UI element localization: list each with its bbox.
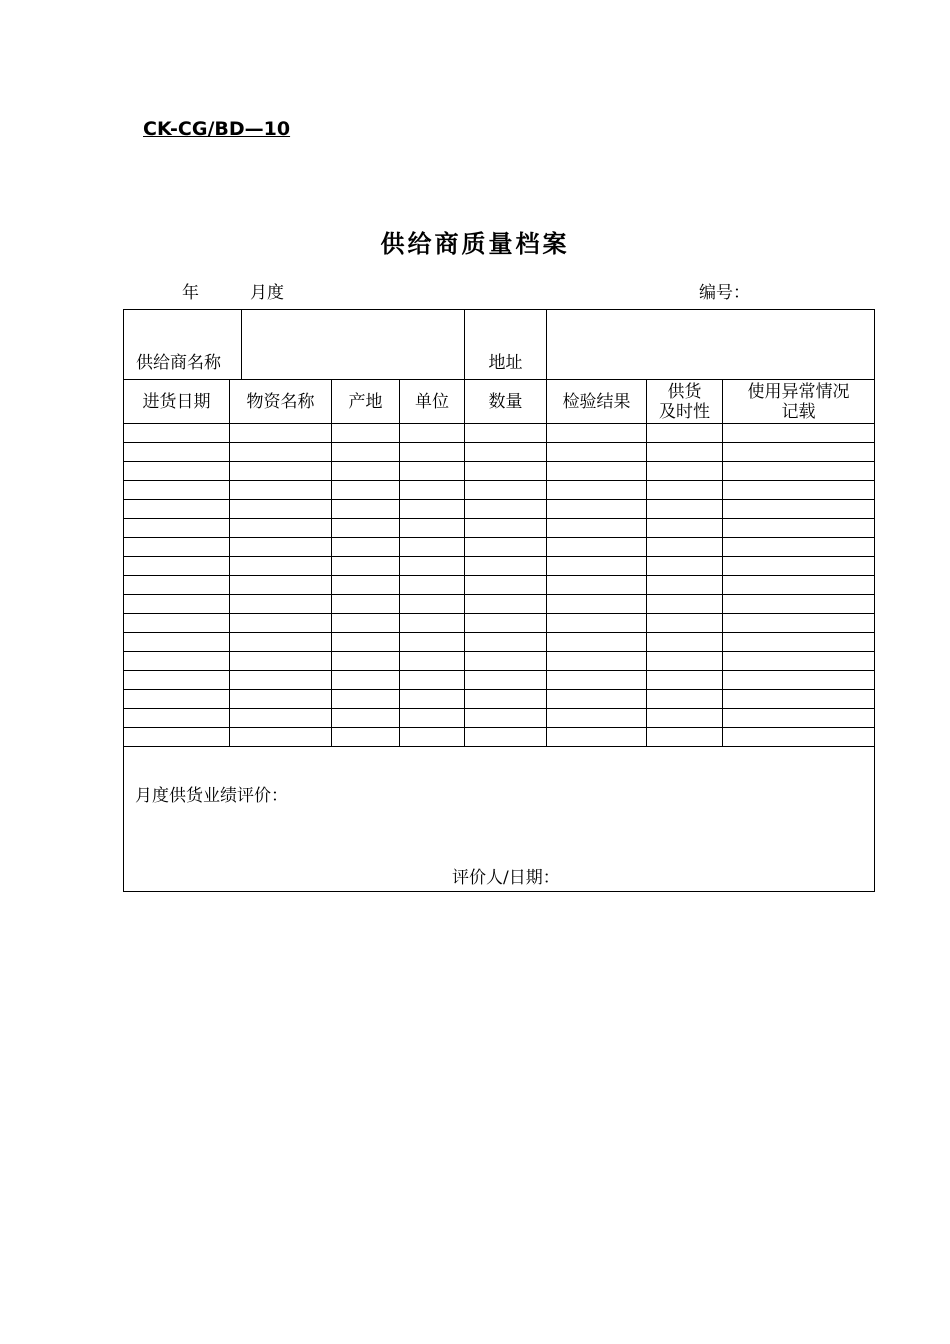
column-header-row — [124, 380, 875, 424]
table-cell[interactable] — [124, 595, 230, 614]
table-cell[interactable] — [124, 671, 230, 690]
table-cell[interactable] — [230, 595, 332, 614]
table-cell[interactable] — [547, 519, 647, 538]
table-cell[interactable] — [465, 671, 547, 690]
table-cell[interactable] — [332, 690, 400, 709]
table-cell[interactable] — [230, 633, 332, 652]
table-cell[interactable] — [400, 652, 465, 671]
table-cell[interactable] — [465, 595, 547, 614]
table-cell[interactable] — [723, 519, 875, 538]
evaluation-label: 月度供货业绩评价： — [135, 786, 288, 806]
table-cell[interactable] — [124, 538, 230, 557]
table-cell[interactable] — [400, 500, 465, 519]
column-header: 进货日期 — [124, 380, 230, 424]
table-cell[interactable] — [465, 728, 547, 747]
table-row — [124, 424, 875, 443]
table-cell[interactable] — [647, 462, 723, 481]
table-cell[interactable] — [723, 690, 875, 709]
table-cell[interactable] — [332, 462, 400, 481]
table-cell[interactable] — [547, 481, 647, 500]
table-cell[interactable] — [230, 462, 332, 481]
table-cell[interactable] — [465, 652, 547, 671]
table-cell[interactable] — [547, 538, 647, 557]
table-cell[interactable] — [547, 462, 647, 481]
table-cell[interactable] — [332, 576, 400, 595]
table-cell[interactable] — [332, 595, 400, 614]
table-cell[interactable] — [230, 576, 332, 595]
table-cell[interactable] — [465, 538, 547, 557]
table-cell[interactable] — [723, 538, 875, 557]
table-cell[interactable] — [230, 728, 332, 747]
table-cell[interactable] — [124, 652, 230, 671]
table-cell[interactable] — [547, 633, 647, 652]
table-cell[interactable] — [230, 614, 332, 633]
table-row — [124, 557, 875, 576]
table-cell[interactable] — [230, 519, 332, 538]
table-row — [124, 709, 875, 728]
table-cell[interactable] — [230, 557, 332, 576]
table-cell[interactable] — [647, 614, 723, 633]
table-row — [124, 595, 875, 614]
supplier-name-field[interactable] — [242, 310, 465, 380]
table-cell[interactable] — [332, 652, 400, 671]
table-row — [124, 500, 875, 519]
table-cell[interactable] — [547, 424, 647, 443]
table-cell[interactable] — [547, 443, 647, 462]
table-row — [124, 443, 875, 462]
table-cell[interactable] — [124, 462, 230, 481]
table-cell[interactable] — [332, 481, 400, 500]
table-cell[interactable] — [400, 728, 465, 747]
table-cell[interactable] — [400, 481, 465, 500]
column-header: 产地 — [332, 380, 400, 424]
table-cell[interactable] — [400, 576, 465, 595]
table-row — [124, 462, 875, 481]
table-cell[interactable] — [124, 519, 230, 538]
table-cell[interactable] — [723, 557, 875, 576]
table-cell[interactable] — [547, 595, 647, 614]
table-cell[interactable] — [332, 633, 400, 652]
table-cell[interactable] — [647, 690, 723, 709]
table-cell[interactable] — [332, 443, 400, 462]
table-cell[interactable] — [647, 652, 723, 671]
table-cell[interactable] — [647, 576, 723, 595]
table-cell[interactable] — [723, 443, 875, 462]
entry-rows — [124, 424, 875, 747]
column-header: 检验结果 — [547, 380, 647, 424]
table-cell[interactable] — [124, 614, 230, 633]
table-cell[interactable] — [400, 690, 465, 709]
table-cell[interactable] — [465, 633, 547, 652]
table-row — [124, 614, 875, 633]
document-code: CK-CG/BD—10 — [143, 118, 291, 140]
supplier-name-label: 供给商名称 — [124, 310, 242, 380]
table-cell[interactable] — [547, 728, 647, 747]
supplier-row — [124, 310, 875, 380]
table-cell[interactable] — [647, 424, 723, 443]
column-header: 数量 — [465, 380, 547, 424]
table-cell[interactable] — [547, 500, 647, 519]
table-cell[interactable] — [230, 481, 332, 500]
table-cell[interactable] — [723, 462, 875, 481]
column-header: 单位 — [400, 380, 465, 424]
table-cell[interactable] — [332, 500, 400, 519]
table-row — [124, 576, 875, 595]
table-cell[interactable] — [332, 614, 400, 633]
table-cell[interactable] — [332, 557, 400, 576]
table-cell[interactable] — [124, 728, 230, 747]
table-cell[interactable] — [547, 576, 647, 595]
column-header: 物资名称 — [230, 380, 332, 424]
table-cell[interactable] — [723, 728, 875, 747]
table-cell[interactable] — [230, 538, 332, 557]
table-cell[interactable] — [400, 519, 465, 538]
table-cell[interactable] — [400, 709, 465, 728]
table-cell[interactable] — [723, 595, 875, 614]
table-cell[interactable] — [332, 671, 400, 690]
table-cell[interactable] — [723, 652, 875, 671]
table-cell[interactable] — [124, 481, 230, 500]
evaluation-row — [124, 747, 875, 892]
table-cell[interactable] — [124, 576, 230, 595]
table-cell[interactable] — [647, 728, 723, 747]
table-cell[interactable] — [332, 728, 400, 747]
table-cell[interactable] — [647, 595, 723, 614]
supplier-quality-form — [123, 309, 875, 892]
table-cell[interactable] — [465, 614, 547, 633]
table-cell[interactable] — [400, 538, 465, 557]
table-cell[interactable] — [547, 690, 647, 709]
evaluator-date-label: 评价人/日期： — [452, 868, 560, 888]
table-cell[interactable] — [400, 671, 465, 690]
year-label: 年 — [182, 283, 199, 303]
table-cell[interactable] — [647, 557, 723, 576]
column-header: 供货 及时性 — [647, 380, 723, 424]
table-cell[interactable] — [124, 443, 230, 462]
table-cell[interactable] — [723, 576, 875, 595]
table-cell[interactable] — [465, 481, 547, 500]
table-cell[interactable] — [332, 538, 400, 557]
table-cell[interactable] — [465, 519, 547, 538]
table-cell[interactable] — [230, 690, 332, 709]
table-cell[interactable] — [647, 633, 723, 652]
table-cell[interactable] — [647, 671, 723, 690]
table-cell[interactable] — [332, 424, 400, 443]
table-cell[interactable] — [647, 538, 723, 557]
table-row — [124, 519, 875, 538]
table-cell[interactable] — [465, 576, 547, 595]
table-cell[interactable] — [230, 443, 332, 462]
table-cell[interactable] — [723, 633, 875, 652]
table-cell[interactable] — [465, 443, 547, 462]
table-cell[interactable] — [647, 519, 723, 538]
table-cell[interactable] — [647, 709, 723, 728]
table-cell[interactable] — [400, 462, 465, 481]
table-cell[interactable] — [723, 481, 875, 500]
table-cell[interactable] — [124, 424, 230, 443]
table-cell[interactable] — [230, 500, 332, 519]
column-header: 使用异常情况 记载 — [723, 380, 875, 424]
table-cell[interactable] — [230, 709, 332, 728]
table-cell[interactable] — [124, 557, 230, 576]
table-cell[interactable] — [647, 500, 723, 519]
table-row — [124, 538, 875, 557]
table-cell[interactable] — [124, 500, 230, 519]
table-cell[interactable] — [230, 424, 332, 443]
table-cell[interactable] — [332, 519, 400, 538]
table-cell[interactable] — [647, 481, 723, 500]
page-title: 供给商质量档案 — [380, 230, 570, 258]
table-cell[interactable] — [723, 424, 875, 443]
table-cell[interactable] — [124, 690, 230, 709]
number-label: 编号： — [699, 283, 750, 303]
table-row — [124, 481, 875, 500]
table-row — [124, 728, 875, 747]
table-cell[interactable] — [547, 614, 647, 633]
table-cell[interactable] — [124, 633, 230, 652]
table-cell[interactable] — [400, 633, 465, 652]
table-cell[interactable] — [465, 557, 547, 576]
table-cell[interactable] — [547, 652, 647, 671]
table-cell[interactable] — [547, 671, 647, 690]
evaluation-cell[interactable] — [124, 747, 875, 892]
table-cell[interactable] — [723, 671, 875, 690]
table-cell[interactable] — [465, 690, 547, 709]
table-row — [124, 633, 875, 652]
table-cell[interactable] — [723, 614, 875, 633]
table-cell[interactable] — [647, 443, 723, 462]
table-cell[interactable] — [465, 424, 547, 443]
table-cell[interactable] — [465, 462, 547, 481]
table-cell[interactable] — [400, 424, 465, 443]
table-row — [124, 690, 875, 709]
table-cell[interactable] — [547, 709, 647, 728]
table-cell[interactable] — [465, 709, 547, 728]
table-row — [124, 671, 875, 690]
table-cell[interactable] — [400, 595, 465, 614]
table-cell[interactable] — [124, 709, 230, 728]
table-row — [124, 652, 875, 671]
table-cell[interactable] — [230, 671, 332, 690]
address-field[interactable] — [547, 310, 875, 380]
table-cell[interactable] — [465, 500, 547, 519]
address-label: 地址 — [465, 310, 547, 380]
table-cell[interactable] — [400, 614, 465, 633]
table-cell[interactable] — [400, 443, 465, 462]
table-cell[interactable] — [547, 557, 647, 576]
month-label: 月度 — [250, 283, 284, 303]
table-cell[interactable] — [723, 709, 875, 728]
table-cell[interactable] — [723, 500, 875, 519]
table-cell[interactable] — [332, 709, 400, 728]
table-cell[interactable] — [400, 557, 465, 576]
table-cell[interactable] — [230, 652, 332, 671]
